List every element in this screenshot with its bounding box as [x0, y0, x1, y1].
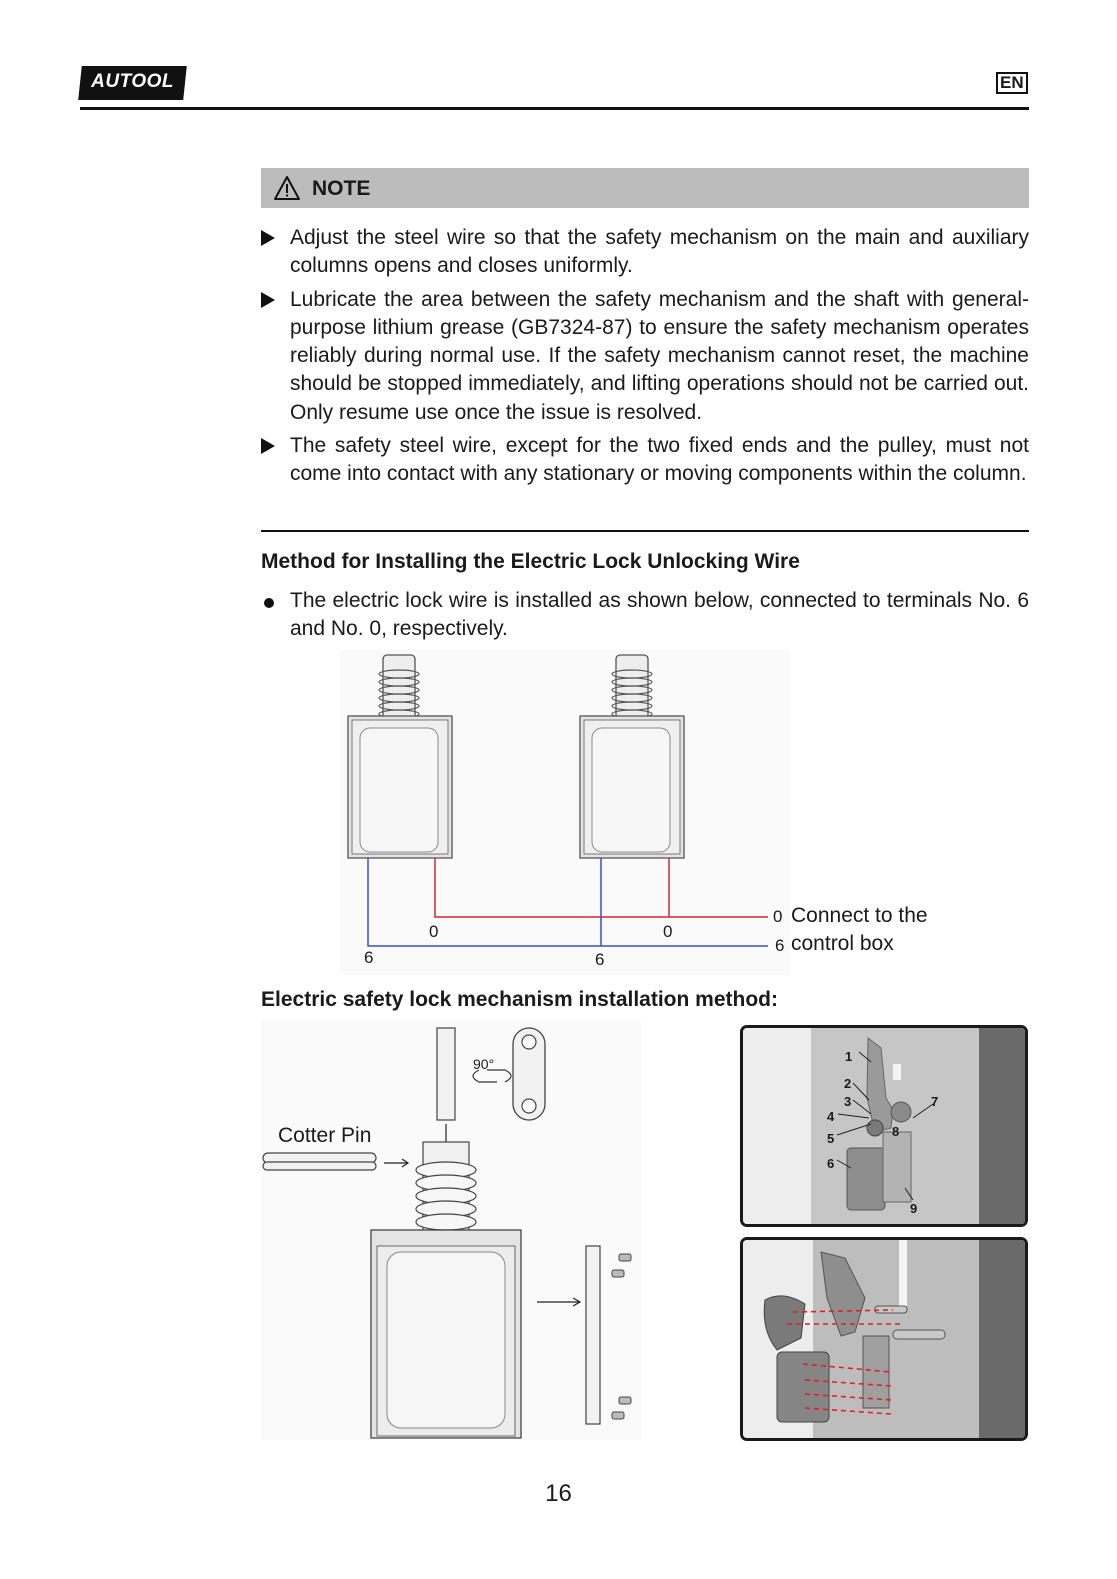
header-divider [80, 107, 1029, 110]
exploded-photo-drawing [743, 1240, 1025, 1438]
callout-1: 1 [845, 1049, 853, 1064]
terminal-label: 6 [595, 950, 605, 969]
note-item: Lubricate the area between the safety mechanism and the shaft with general-purpose lithium grease (GB7324-87) to ensure the safety mechanism operates reliably during normal use. If the safety mechanism cannot reset, the machine should be stopped immediately, and lifting operations should not be carried out. Only resume use once the issue is resolved. [261, 286, 1029, 427]
autool-logo [78, 66, 187, 100]
callout-3: 3 [844, 1094, 852, 1109]
triangle-bullet-icon [261, 230, 275, 246]
logo-text: AUTOOL [91, 71, 175, 92]
wire-bullet: The electric lock wire is installed as shown below, connected to terminals No. 6 and No. 0, respectively. [261, 587, 1029, 644]
triangle-bullet-icon [261, 438, 275, 454]
dot-bullet-icon [264, 598, 274, 608]
control-box-terminal-6: 6 [775, 936, 785, 955]
control-box-label-line2: control box [791, 932, 894, 955]
warning-icon [273, 175, 301, 201]
callout-8: 8 [892, 1124, 900, 1139]
wiring-diagram [340, 650, 928, 975]
control-box-terminal-0: 0 [773, 907, 783, 926]
rotation-label: 90° [473, 1056, 495, 1072]
cotter-pin-label: Cotter Pin [278, 1124, 372, 1147]
terminal-label: 0 [429, 922, 439, 941]
mechanism-drawing [261, 1020, 661, 1445]
callout-9: 9 [910, 1201, 918, 1216]
language-badge: EN [996, 72, 1028, 94]
note-item: Adjust the steel wire so that the safety mechanism on the main and auxiliary columns opens and closes uniformly. [261, 224, 1029, 281]
terminal-label: 0 [663, 922, 673, 941]
mechanism-photo-exploded [740, 1237, 1028, 1441]
callout-4: 4 [827, 1109, 835, 1124]
control-box-label-line1: Connect to the [791, 904, 928, 927]
wire-section-heading: Method for Installing the Electric Lock Unlocking Wire [261, 550, 800, 573]
mechanism-photo-drawing [743, 1028, 1025, 1224]
page-number: 16 [545, 1480, 572, 1507]
section-divider [261, 530, 1029, 532]
note-list [261, 224, 1029, 489]
callout-2: 2 [844, 1076, 852, 1091]
wiring-diagram-drawing [340, 650, 790, 975]
mechanism-section-heading: Electric safety lock mechanism installation method: [261, 988, 778, 1011]
triangle-bullet-icon [261, 292, 275, 308]
wire-bullet-list [261, 587, 1029, 644]
callout-7: 7 [931, 1094, 939, 1109]
note-title: NOTE [312, 177, 371, 200]
callout-6: 6 [827, 1156, 835, 1171]
mechanism-photo-callouts [740, 1025, 1028, 1227]
mechanism-exploded-diagram [261, 1020, 661, 1445]
callout-5: 5 [827, 1131, 835, 1146]
note-item: The safety steel wire, except for the two fixed ends and the pulley, must not come into contact with any stationary or moving components within the column. [261, 432, 1029, 489]
note-banner [261, 168, 1029, 208]
terminal-label: 6 [364, 948, 374, 967]
